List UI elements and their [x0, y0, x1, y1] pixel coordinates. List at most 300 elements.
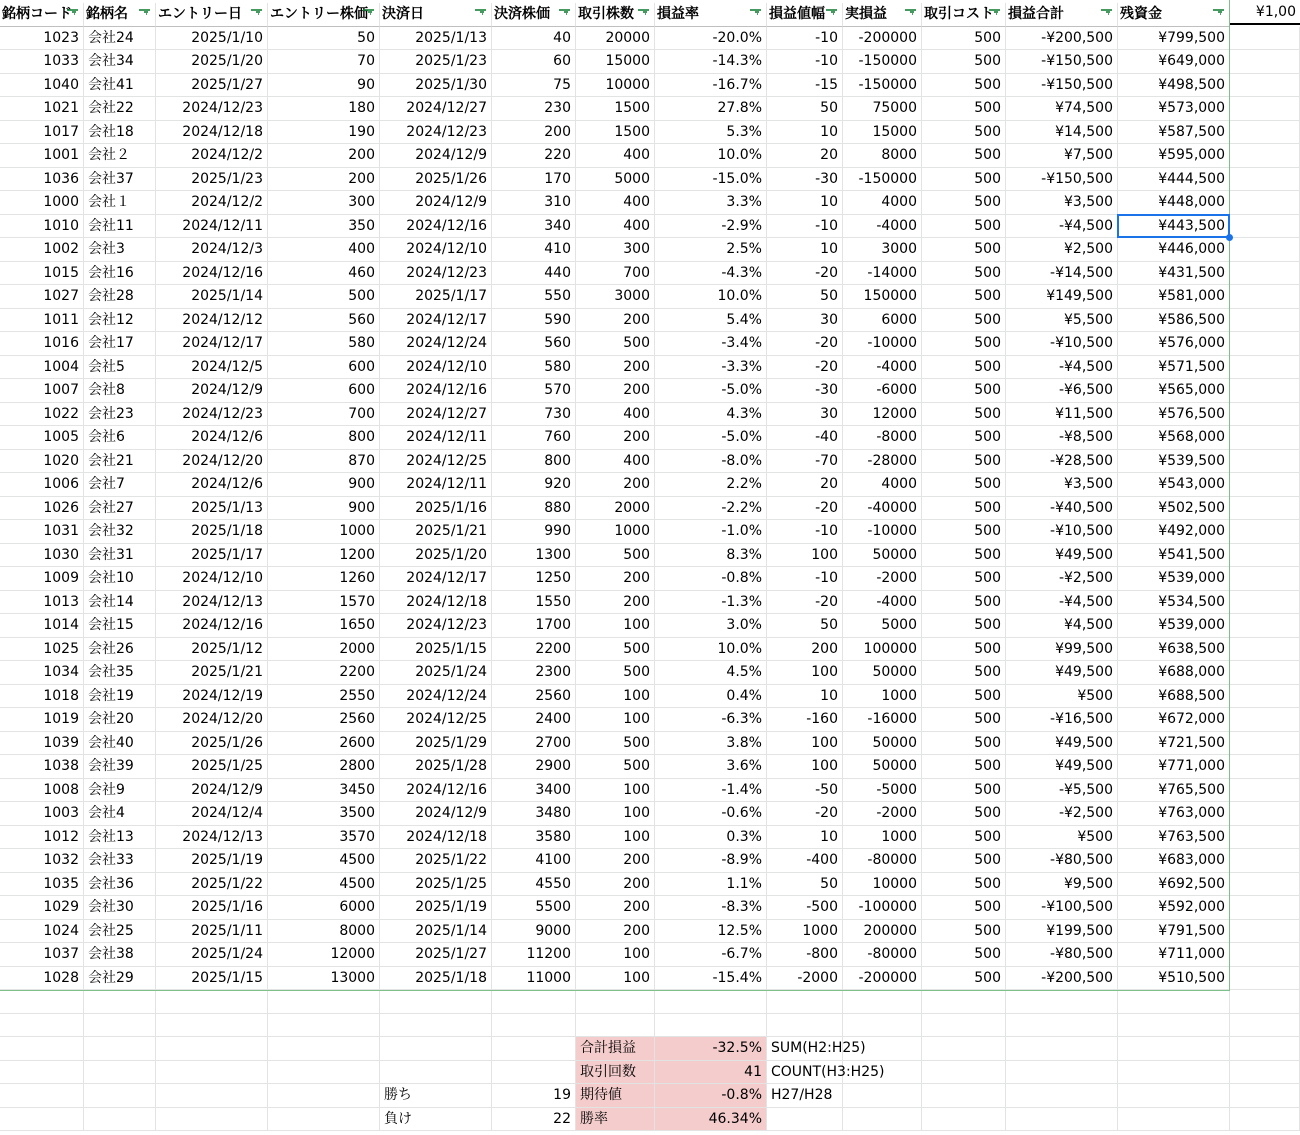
realized-pl-cell[interactable]: 8000 [843, 144, 922, 168]
stock-code-cell[interactable]: 1008 [0, 779, 84, 803]
empty-cell[interactable] [268, 990, 380, 1014]
stock-name-cell[interactable]: 会社28 [84, 285, 156, 309]
entry-price-cell[interactable]: 2200 [268, 661, 380, 685]
remaining-funds-cell[interactable]: ¥595,000 [1118, 144, 1230, 168]
entry-price-cell[interactable]: 3450 [268, 779, 380, 803]
entry-date-cell[interactable]: 2025/1/27 [156, 74, 268, 98]
entry-price-cell[interactable]: 1000 [268, 520, 380, 544]
stock-name-cell[interactable]: 会社40 [84, 732, 156, 756]
remaining-funds-cell[interactable]: ¥534,500 [1118, 591, 1230, 615]
remaining-funds-cell[interactable]: ¥448,000 [1118, 191, 1230, 215]
empty-cell[interactable] [1006, 1061, 1118, 1085]
entry-date-cell[interactable]: 2024/12/17 [156, 332, 268, 356]
pl-range-cell[interactable]: 10 [767, 191, 843, 215]
exit-date-cell[interactable]: 2024/12/18 [380, 591, 492, 615]
empty-cell[interactable] [1230, 920, 1300, 944]
empty-cell[interactable] [1006, 990, 1118, 1014]
empty-cell[interactable] [1230, 849, 1300, 873]
empty-cell[interactable] [0, 1108, 84, 1132]
pl-rate-cell[interactable]: -6.3% [655, 708, 767, 732]
remaining-funds-cell[interactable]: ¥672,000 [1118, 708, 1230, 732]
filter-icon[interactable] [1100, 9, 1113, 21]
entry-price-cell[interactable]: 180 [268, 97, 380, 121]
pl-range-cell[interactable]: -20 [767, 262, 843, 286]
pl-rate-cell[interactable]: -0.8% [655, 567, 767, 591]
pl-rate-cell[interactable]: 12.5% [655, 920, 767, 944]
stock-code-cell[interactable]: 1002 [0, 238, 84, 262]
pl-range-cell[interactable]: 10 [767, 238, 843, 262]
exit-price-cell[interactable]: 2400 [492, 708, 576, 732]
remaining-funds-cell[interactable]: ¥444,500 [1118, 168, 1230, 192]
stock-code-cell[interactable]: 1037 [0, 943, 84, 967]
realized-pl-cell[interactable]: -4000 [843, 591, 922, 615]
pl-total-cell[interactable]: ¥500 [1006, 826, 1118, 850]
remaining-funds-cell[interactable]: ¥576,500 [1118, 403, 1230, 427]
shares-cell[interactable]: 20000 [576, 27, 655, 51]
pl-range-cell[interactable]: -2000 [767, 967, 843, 991]
shares-cell[interactable]: 200 [576, 849, 655, 873]
entry-date-cell[interactable]: 2024/12/2 [156, 144, 268, 168]
exit-date-cell[interactable]: 2024/12/9 [380, 802, 492, 826]
exit-date-cell[interactable]: 2025/1/16 [380, 497, 492, 521]
realized-pl-cell[interactable]: 12000 [843, 403, 922, 427]
trade-cost-cell[interactable]: 500 [922, 943, 1006, 967]
pl-range-cell[interactable]: -800 [767, 943, 843, 967]
filter-icon[interactable] [250, 9, 263, 21]
stock-code-cell[interactable]: 1023 [0, 27, 84, 51]
pl-total-cell[interactable]: ¥7,500 [1006, 144, 1118, 168]
empty-cell[interactable] [655, 990, 767, 1014]
empty-cell[interactable] [1230, 943, 1300, 967]
empty-cell[interactable] [1118, 1061, 1230, 1085]
empty-cell[interactable] [1230, 1037, 1300, 1061]
remaining-funds-cell[interactable]: ¥683,000 [1118, 849, 1230, 873]
pl-total-cell[interactable]: -¥80,500 [1006, 943, 1118, 967]
pl-range-cell[interactable]: -30 [767, 168, 843, 192]
shares-cell[interactable]: 100 [576, 943, 655, 967]
empty-cell[interactable] [1230, 97, 1300, 121]
pl-total-cell[interactable]: ¥99,500 [1006, 638, 1118, 662]
exit-price-cell[interactable]: 3400 [492, 779, 576, 803]
trade-cost-cell[interactable]: 500 [922, 97, 1006, 121]
pl-rate-cell[interactable]: 3.0% [655, 614, 767, 638]
stock-code-cell[interactable]: 1017 [0, 121, 84, 145]
empty-cell[interactable] [767, 990, 843, 1014]
entry-price-cell[interactable]: 1200 [268, 544, 380, 568]
stock-name-cell[interactable]: 会社17 [84, 332, 156, 356]
shares-cell[interactable]: 100 [576, 614, 655, 638]
stock-name-cell[interactable]: 会社29 [84, 967, 156, 991]
stock-code-cell[interactable]: 1013 [0, 591, 84, 615]
pl-total-cell[interactable]: -¥4,500 [1006, 356, 1118, 380]
pl-range-cell[interactable]: 100 [767, 544, 843, 568]
pl-total-cell[interactable]: ¥9,500 [1006, 873, 1118, 897]
exit-price-cell[interactable]: 1250 [492, 567, 576, 591]
entry-date-cell[interactable]: 2025/1/21 [156, 661, 268, 685]
exit-price-cell[interactable]: 2560 [492, 685, 576, 709]
pl-total-cell[interactable]: ¥199,500 [1006, 920, 1118, 944]
exit-price-cell[interactable]: 590 [492, 309, 576, 333]
pl-rate-cell[interactable]: -2.9% [655, 215, 767, 239]
empty-cell[interactable] [1230, 215, 1300, 239]
entry-price-cell[interactable]: 900 [268, 473, 380, 497]
stock-name-cell[interactable]: 会社22 [84, 97, 156, 121]
shares-cell[interactable]: 100 [576, 708, 655, 732]
empty-cell[interactable] [655, 1014, 767, 1038]
stock-name-cell[interactable]: 会社7 [84, 473, 156, 497]
exit-date-cell[interactable]: 2024/12/17 [380, 309, 492, 333]
stock-code-cell[interactable]: 1001 [0, 144, 84, 168]
entry-date-cell[interactable]: 2024/12/6 [156, 426, 268, 450]
filter-icon[interactable] [1212, 9, 1225, 21]
exit-price-cell[interactable]: 5500 [492, 896, 576, 920]
trade-cost-cell[interactable]: 500 [922, 262, 1006, 286]
entry-date-cell[interactable]: 2024/12/5 [156, 356, 268, 380]
entry-date-cell[interactable]: 2025/1/26 [156, 732, 268, 756]
entry-date-cell[interactable]: 2024/12/9 [156, 779, 268, 803]
pl-range-cell[interactable]: 30 [767, 403, 843, 427]
shares-cell[interactable]: 200 [576, 567, 655, 591]
realized-pl-cell[interactable]: -150000 [843, 168, 922, 192]
exit-date-cell[interactable]: 2024/12/18 [380, 826, 492, 850]
exit-date-cell[interactable]: 2024/12/27 [380, 97, 492, 121]
empty-cell[interactable] [1230, 873, 1300, 897]
entry-price-cell[interactable]: 600 [268, 356, 380, 380]
header-stock-code[interactable]: 銘柄コード [0, 3, 84, 27]
remaining-funds-cell[interactable]: ¥539,000 [1118, 567, 1230, 591]
empty-cell[interactable] [1230, 708, 1300, 732]
pl-total-cell[interactable]: -¥10,500 [1006, 332, 1118, 356]
pl-rate-cell[interactable]: -6.7% [655, 943, 767, 967]
trade-cost-cell[interactable]: 500 [922, 309, 1006, 333]
realized-pl-cell[interactable]: 200000 [843, 920, 922, 944]
shares-cell[interactable]: 400 [576, 450, 655, 474]
stock-name-cell[interactable]: 会社37 [84, 168, 156, 192]
stock-name-cell[interactable]: 会社16 [84, 262, 156, 286]
empty-cell[interactable] [1230, 74, 1300, 98]
remaining-funds-cell[interactable]: ¥692,500 [1118, 873, 1230, 897]
pl-total-cell[interactable]: ¥49,500 [1006, 661, 1118, 685]
entry-price-cell[interactable]: 200 [268, 144, 380, 168]
trade-cost-cell[interactable]: 500 [922, 238, 1006, 262]
pl-range-cell[interactable]: -10 [767, 567, 843, 591]
pl-total-cell[interactable]: -¥100,500 [1006, 896, 1118, 920]
pl-range-cell[interactable]: -10 [767, 27, 843, 51]
empty-cell[interactable] [1230, 262, 1300, 286]
empty-cell[interactable] [922, 1084, 1006, 1108]
stock-code-cell[interactable]: 1005 [0, 426, 84, 450]
empty-cell[interactable] [492, 990, 576, 1014]
stock-code-cell[interactable]: 1033 [0, 50, 84, 74]
header-trade-cost[interactable]: 取引コスト [922, 3, 1006, 27]
win-loss-count[interactable]: 22 [492, 1108, 576, 1132]
empty-cell[interactable] [268, 1108, 380, 1132]
header-realized-pl[interactable]: 実損益 [843, 3, 922, 27]
pl-range-cell[interactable]: -40 [767, 426, 843, 450]
empty-cell[interactable] [1230, 1014, 1300, 1038]
stock-code-cell[interactable]: 1020 [0, 450, 84, 474]
summary-label[interactable]: 合計損益 [576, 1037, 655, 1061]
stock-code-cell[interactable]: 1036 [0, 168, 84, 192]
stock-code-cell[interactable]: 1011 [0, 309, 84, 333]
remaining-funds-cell[interactable]: ¥576,000 [1118, 332, 1230, 356]
empty-cell[interactable] [1230, 567, 1300, 591]
pl-range-cell[interactable]: -160 [767, 708, 843, 732]
pl-range-cell[interactable]: -20 [767, 332, 843, 356]
entry-date-cell[interactable]: 2024/12/13 [156, 591, 268, 615]
pl-rate-cell[interactable]: 3.8% [655, 732, 767, 756]
realized-pl-cell[interactable]: 6000 [843, 309, 922, 333]
shares-cell[interactable]: 700 [576, 262, 655, 286]
pl-rate-cell[interactable]: -8.9% [655, 849, 767, 873]
trade-cost-cell[interactable]: 500 [922, 544, 1006, 568]
pl-range-cell[interactable]: 20 [767, 473, 843, 497]
pl-rate-cell[interactable]: 10.0% [655, 638, 767, 662]
remaining-funds-cell[interactable]: ¥539,000 [1118, 614, 1230, 638]
empty-cell[interactable] [492, 1014, 576, 1038]
entry-date-cell[interactable]: 2025/1/16 [156, 896, 268, 920]
pl-rate-cell[interactable]: -4.3% [655, 262, 767, 286]
empty-cell[interactable] [1230, 685, 1300, 709]
remaining-funds-cell[interactable]: ¥791,500 [1118, 920, 1230, 944]
empty-cell[interactable] [268, 1014, 380, 1038]
exit-date-cell[interactable]: 2025/1/20 [380, 544, 492, 568]
stock-code-cell[interactable]: 1039 [0, 732, 84, 756]
stock-name-cell[interactable]: 会社9 [84, 779, 156, 803]
pl-total-cell[interactable]: ¥74,500 [1006, 97, 1118, 121]
empty-cell[interactable] [1230, 168, 1300, 192]
entry-price-cell[interactable]: 460 [268, 262, 380, 286]
empty-cell[interactable] [922, 1061, 1006, 1085]
pl-total-cell[interactable]: -¥2,500 [1006, 802, 1118, 826]
exit-date-cell[interactable]: 2025/1/30 [380, 74, 492, 98]
stock-name-cell[interactable]: 会社20 [84, 708, 156, 732]
entry-date-cell[interactable]: 2024/12/3 [156, 238, 268, 262]
shares-cell[interactable]: 400 [576, 144, 655, 168]
realized-pl-cell[interactable]: 1000 [843, 826, 922, 850]
empty-cell[interactable] [1230, 1108, 1300, 1132]
trade-cost-cell[interactable]: 500 [922, 497, 1006, 521]
empty-cell[interactable] [843, 990, 922, 1014]
trade-cost-cell[interactable]: 500 [922, 873, 1006, 897]
empty-cell[interactable] [1118, 1084, 1230, 1108]
pl-rate-cell[interactable]: 27.8% [655, 97, 767, 121]
stock-name-cell[interactable]: 会社38 [84, 943, 156, 967]
header-pl-total[interactable]: 損益合計 [1006, 3, 1118, 27]
pl-range-cell[interactable]: -30 [767, 379, 843, 403]
empty-cell[interactable] [767, 1014, 843, 1038]
empty-cell[interactable] [1230, 638, 1300, 662]
stock-code-cell[interactable]: 1030 [0, 544, 84, 568]
exit-price-cell[interactable]: 920 [492, 473, 576, 497]
pl-range-cell[interactable]: 1000 [767, 920, 843, 944]
exit-price-cell[interactable]: 800 [492, 450, 576, 474]
exit-price-cell[interactable]: 760 [492, 426, 576, 450]
pl-range-cell[interactable]: 100 [767, 755, 843, 779]
exit-price-cell[interactable]: 550 [492, 285, 576, 309]
empty-cell[interactable] [922, 990, 1006, 1014]
trade-cost-cell[interactable]: 500 [922, 685, 1006, 709]
trade-cost-cell[interactable]: 500 [922, 520, 1006, 544]
pl-rate-cell[interactable]: -15.4% [655, 967, 767, 991]
pl-range-cell[interactable]: 200 [767, 638, 843, 662]
exit-price-cell[interactable]: 220 [492, 144, 576, 168]
pl-range-cell[interactable]: -15 [767, 74, 843, 98]
empty-cell[interactable] [1230, 1084, 1300, 1108]
pl-rate-cell[interactable]: -0.6% [655, 802, 767, 826]
exit-price-cell[interactable]: 11000 [492, 967, 576, 991]
filter-icon[interactable] [825, 9, 838, 21]
shares-cell[interactable]: 200 [576, 379, 655, 403]
pl-total-cell[interactable]: ¥49,500 [1006, 732, 1118, 756]
stock-code-cell[interactable]: 1022 [0, 403, 84, 427]
pl-range-cell[interactable]: 10 [767, 826, 843, 850]
pl-rate-cell[interactable]: 10.0% [655, 144, 767, 168]
shares-cell[interactable]: 500 [576, 732, 655, 756]
pl-rate-cell[interactable]: 0.4% [655, 685, 767, 709]
stock-name-cell[interactable]: 会社21 [84, 450, 156, 474]
header-shares[interactable]: 取引株数 [576, 3, 655, 27]
empty-cell[interactable] [84, 1061, 156, 1085]
remaining-funds-cell[interactable]: ¥586,500 [1118, 309, 1230, 333]
trade-cost-cell[interactable]: 500 [922, 755, 1006, 779]
exit-date-cell[interactable]: 2025/1/15 [380, 638, 492, 662]
stock-name-cell[interactable]: 会社32 [84, 520, 156, 544]
empty-cell[interactable] [1230, 473, 1300, 497]
realized-pl-cell[interactable]: 15000 [843, 121, 922, 145]
stock-code-cell[interactable]: 1000 [0, 191, 84, 215]
pl-total-cell[interactable]: -¥200,500 [1006, 27, 1118, 51]
empty-cell[interactable] [1230, 238, 1300, 262]
exit-date-cell[interactable]: 2025/1/24 [380, 661, 492, 685]
realized-pl-cell[interactable]: -80000 [843, 849, 922, 873]
entry-price-cell[interactable]: 190 [268, 121, 380, 145]
header-pl-range[interactable]: 損益値幅 [767, 3, 843, 27]
trade-cost-cell[interactable]: 500 [922, 614, 1006, 638]
empty-cell[interactable] [576, 990, 655, 1014]
empty-cell[interactable] [492, 1037, 576, 1061]
entry-date-cell[interactable]: 2025/1/19 [156, 849, 268, 873]
remaining-funds-cell[interactable]: ¥443,500 [1118, 215, 1230, 239]
entry-date-cell[interactable]: 2024/12/23 [156, 403, 268, 427]
shares-cell[interactable]: 400 [576, 215, 655, 239]
remaining-funds-cell[interactable]: ¥587,500 [1118, 121, 1230, 145]
stock-name-cell[interactable]: 会社33 [84, 849, 156, 873]
realized-pl-cell[interactable]: 50000 [843, 544, 922, 568]
entry-date-cell[interactable]: 2024/12/23 [156, 97, 268, 121]
stock-code-cell[interactable]: 1009 [0, 567, 84, 591]
pl-range-cell[interactable]: -50 [767, 779, 843, 803]
remaining-funds-cell[interactable]: ¥568,000 [1118, 426, 1230, 450]
empty-cell[interactable] [84, 1108, 156, 1132]
trade-cost-cell[interactable]: 500 [922, 215, 1006, 239]
pl-total-cell[interactable]: ¥11,500 [1006, 403, 1118, 427]
remaining-funds-cell[interactable]: ¥446,000 [1118, 238, 1230, 262]
stock-name-cell[interactable]: 会社31 [84, 544, 156, 568]
pl-rate-cell[interactable]: 8.3% [655, 544, 767, 568]
pl-rate-cell[interactable]: 2.2% [655, 473, 767, 497]
pl-total-cell[interactable]: -¥80,500 [1006, 849, 1118, 873]
exit-date-cell[interactable]: 2025/1/19 [380, 896, 492, 920]
exit-date-cell[interactable]: 2025/1/27 [380, 943, 492, 967]
pl-total-cell[interactable]: ¥3,500 [1006, 191, 1118, 215]
exit-date-cell[interactable]: 2024/12/17 [380, 567, 492, 591]
exit-price-cell[interactable]: 560 [492, 332, 576, 356]
stock-name-cell[interactable]: 会社8 [84, 379, 156, 403]
outside-header-cell[interactable]: ¥1,00 [1230, 0, 1300, 25]
entry-date-cell[interactable]: 2025/1/25 [156, 755, 268, 779]
exit-date-cell[interactable]: 2025/1/22 [380, 849, 492, 873]
entry-date-cell[interactable]: 2025/1/18 [156, 520, 268, 544]
pl-total-cell[interactable]: ¥14,500 [1006, 121, 1118, 145]
pl-total-cell[interactable]: -¥200,500 [1006, 967, 1118, 991]
exit-date-cell[interactable]: 2024/12/9 [380, 144, 492, 168]
empty-cell[interactable] [1230, 967, 1300, 991]
realized-pl-cell[interactable]: 75000 [843, 97, 922, 121]
entry-price-cell[interactable]: 6000 [268, 896, 380, 920]
pl-rate-cell[interactable]: -16.7% [655, 74, 767, 98]
empty-cell[interactable] [84, 990, 156, 1014]
shares-cell[interactable]: 100 [576, 802, 655, 826]
entry-date-cell[interactable]: 2024/12/19 [156, 685, 268, 709]
entry-date-cell[interactable]: 2024/12/9 [156, 379, 268, 403]
empty-cell[interactable] [1230, 755, 1300, 779]
exit-date-cell[interactable]: 2024/12/27 [380, 403, 492, 427]
stock-name-cell[interactable]: 会社36 [84, 873, 156, 897]
entry-price-cell[interactable]: 3570 [268, 826, 380, 850]
exit-date-cell[interactable]: 2024/12/24 [380, 332, 492, 356]
pl-range-cell[interactable]: 10 [767, 685, 843, 709]
pl-total-cell[interactable]: ¥5,500 [1006, 309, 1118, 333]
realized-pl-cell[interactable]: -10000 [843, 332, 922, 356]
exit-price-cell[interactable]: 440 [492, 262, 576, 286]
realized-pl-cell[interactable]: 3000 [843, 238, 922, 262]
empty-cell[interactable] [0, 1061, 84, 1085]
exit-date-cell[interactable]: 2025/1/17 [380, 285, 492, 309]
pl-rate-cell[interactable]: 0.3% [655, 826, 767, 850]
shares-cell[interactable]: 3000 [576, 285, 655, 309]
stock-name-cell[interactable]: 会社26 [84, 638, 156, 662]
empty-cell[interactable] [156, 1108, 268, 1132]
realized-pl-cell[interactable]: -10000 [843, 520, 922, 544]
entry-price-cell[interactable]: 4500 [268, 873, 380, 897]
stock-name-cell[interactable]: 会社１ [84, 191, 156, 215]
entry-price-cell[interactable]: 200 [268, 168, 380, 192]
remaining-funds-cell[interactable]: ¥510,500 [1118, 967, 1230, 991]
exit-price-cell[interactable]: 2900 [492, 755, 576, 779]
header-stock-name[interactable]: 銘柄名 [84, 3, 156, 27]
remaining-funds-cell[interactable]: ¥763,500 [1118, 826, 1230, 850]
remaining-funds-cell[interactable]: ¥539,500 [1118, 450, 1230, 474]
realized-pl-cell[interactable]: -40000 [843, 497, 922, 521]
stock-code-cell[interactable]: 1016 [0, 332, 84, 356]
filter-icon[interactable] [138, 9, 151, 21]
entry-price-cell[interactable]: 560 [268, 309, 380, 333]
pl-total-cell[interactable]: -¥150,500 [1006, 50, 1118, 74]
pl-rate-cell[interactable]: 4.5% [655, 661, 767, 685]
realized-pl-cell[interactable]: -5000 [843, 779, 922, 803]
summary-formula-note[interactable]: H27/H28 [767, 1084, 843, 1108]
pl-total-cell[interactable]: -¥4,500 [1006, 591, 1118, 615]
trade-cost-cell[interactable]: 500 [922, 332, 1006, 356]
stock-code-cell[interactable]: 1027 [0, 285, 84, 309]
shares-cell[interactable]: 1000 [576, 520, 655, 544]
filter-icon[interactable] [362, 9, 375, 21]
empty-cell[interactable] [1230, 779, 1300, 803]
stock-code-cell[interactable]: 1035 [0, 873, 84, 897]
pl-rate-cell[interactable]: -1.3% [655, 591, 767, 615]
empty-cell[interactable] [84, 1037, 156, 1061]
